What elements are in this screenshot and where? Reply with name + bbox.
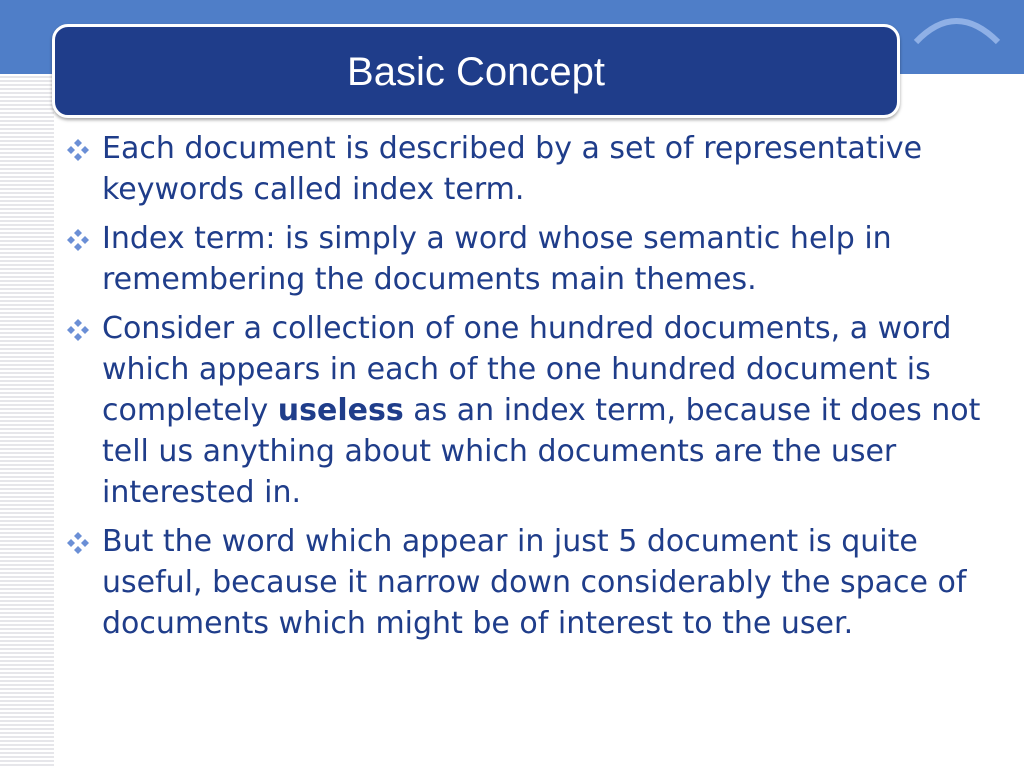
bullet-text-after: as an index term, because it does not tell us anything about which documents are the user interested in. bbox=[102, 393, 981, 510]
four-diamond-icon bbox=[66, 531, 90, 555]
four-diamond-icon bbox=[66, 138, 90, 162]
left-stripe-pattern bbox=[0, 74, 54, 768]
bullet-item bbox=[66, 128, 996, 210]
bullet-text: But the word which appear in just 5 document is quite useful, because it narrow down considerably the space of documents which might be of interest to the user. bbox=[102, 524, 967, 641]
bullet-item bbox=[66, 308, 996, 513]
bullet-list bbox=[66, 128, 996, 652]
four-diamond-icon bbox=[66, 228, 90, 252]
bullet-text-before: Consider a collection of one hundred documents, a word which appears in each of the one hundred document is completely bbox=[102, 311, 952, 428]
bullet-item bbox=[66, 218, 996, 300]
slide-title: Basic Concept bbox=[347, 50, 605, 94]
four-diamond-icon bbox=[66, 318, 90, 342]
bullet-text: Index term: is simply a word whose semantic help in remembering the documents main themes. bbox=[102, 221, 892, 297]
bullet-text: Each document is described by a set of representative keywords called index term. bbox=[102, 131, 923, 207]
title-box bbox=[52, 24, 900, 118]
decorative-arc-icon bbox=[908, 6, 1008, 76]
emphasized-word: useless bbox=[277, 393, 404, 428]
bullet-item bbox=[66, 521, 996, 644]
